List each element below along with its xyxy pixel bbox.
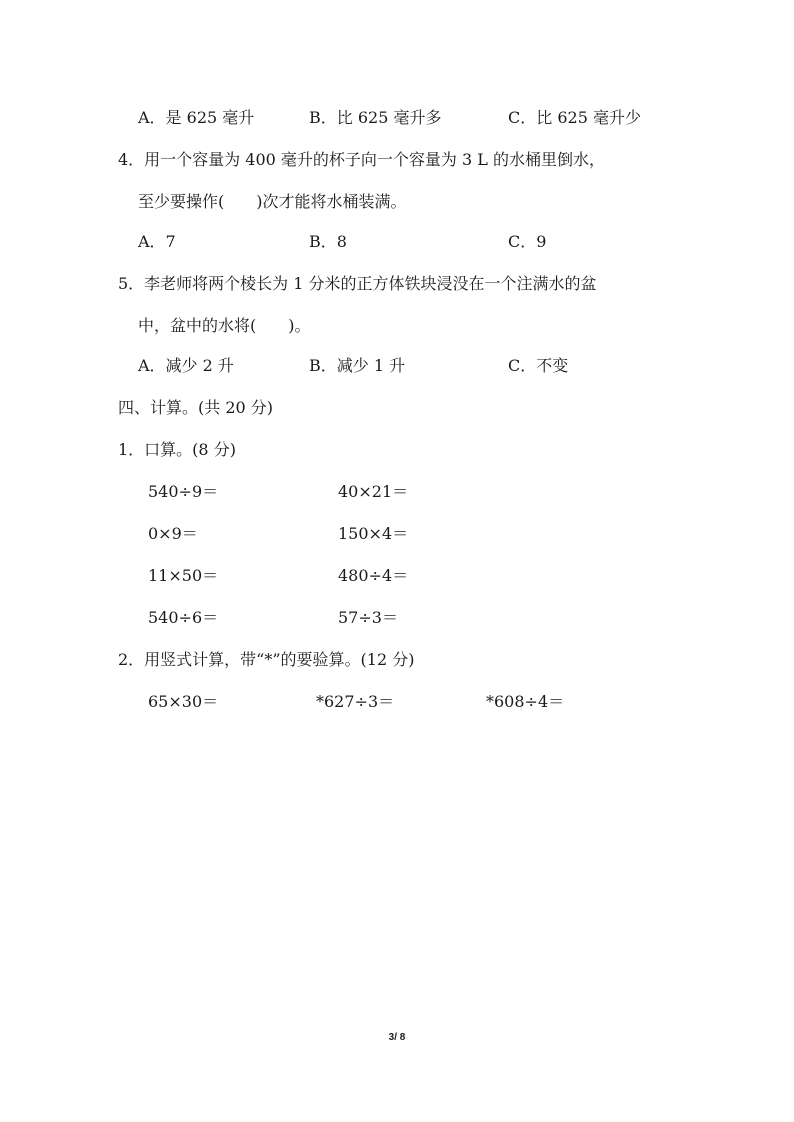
oral-calc-item: 480÷4＝ (338, 566, 409, 585)
q5-text-line1: 5．李老师将两个棱长为 1 分米的正方体铁块浸没在一个注满水的盆 (118, 274, 597, 293)
q4-option-b: B．8 (309, 232, 347, 251)
oral-calc-item: 0×9＝ (148, 524, 198, 543)
oral-calc-item: 11×50＝ (148, 566, 219, 585)
oral-calc-item: 40×21＝ (338, 482, 409, 501)
vertical-calc-item: 65×30＝ (148, 692, 219, 711)
q4-text-line2: 至少要操作( )次才能将水桶装满。 (138, 192, 407, 211)
q5-text-line2: 中，盆中的水将( )。 (138, 316, 311, 335)
oral-calc-item: 540÷9＝ (148, 482, 219, 501)
oral-calc-item: 57÷3＝ (338, 608, 398, 627)
page-number: 3/ 8 (388, 1032, 406, 1043)
oral-calc-item: 150×4＝ (338, 524, 409, 543)
section4-title: 四、计算。(共 20 分) (118, 398, 274, 417)
oral-calc-item: 540÷6＝ (148, 608, 219, 627)
q4-option-c: C．9 (508, 232, 547, 251)
q3-option-b: B．比 625 毫升多 (309, 108, 442, 127)
q4-text-line1: 4．用一个容量为 400 毫升的杯子向一个容量为 3 L 的水桶里倒水， (118, 150, 605, 169)
vertical-calc-item: *627÷3＝ (316, 692, 395, 711)
section4-part1-title: 1．口算。(8 分) (118, 440, 236, 459)
q4-option-a: A．7 (138, 232, 176, 251)
q5-option-c: C．不变 (508, 356, 569, 375)
q3-option-c: C．比 625 毫升少 (508, 108, 641, 127)
q5-option-b: B．减少 1 升 (309, 356, 406, 375)
q5-option-a: A．减少 2 升 (138, 356, 234, 375)
section4-part2-title: 2．用竖式计算，带“*”的要验算。(12 分) (118, 650, 415, 669)
q3-option-a: A．是 625 毫升 (138, 108, 255, 127)
vertical-calc-item: *608÷4＝ (486, 692, 565, 711)
